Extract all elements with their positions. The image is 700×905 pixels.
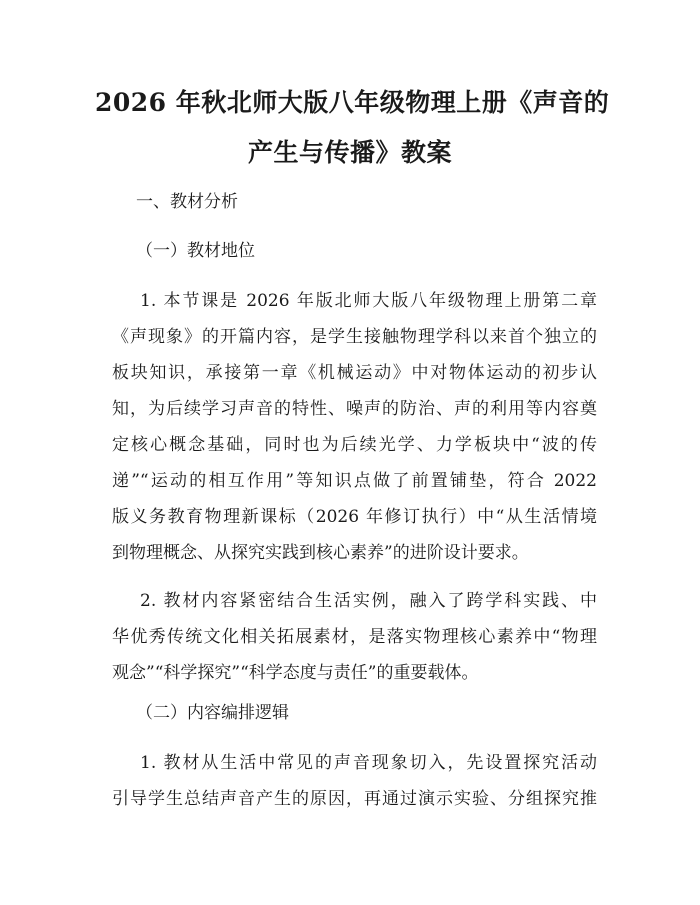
- paragraph-line: 1. 教材从生活中常见的声音现象切入，先设置探究活动: [140, 753, 597, 773]
- subsection-heading-logic: （二）内容编排逻辑: [136, 703, 289, 723]
- paragraph-line: 引导学生总结声音产生的原因，再通过演示实验、分组探究推: [112, 789, 597, 809]
- section-heading: 一、教材分析: [136, 192, 238, 212]
- paragraph-logic-1: [112, 745, 597, 817]
- paragraph-line: 华优秀传统文化相关拓展素材，是落实物理核心素养中“物理: [112, 627, 597, 647]
- paragraph-line: 知，为后续学习声音的特性、噪声的防治、声的利用等内容奠: [112, 399, 597, 419]
- paragraph-line: 1. 本节课是 2026 年版北师大版八年级物理上册第二章: [140, 291, 597, 311]
- paragraph-line: 到物理概念、从探究实践到核心素养”的进阶设计要求。: [112, 543, 529, 563]
- paragraph-position-1: [112, 283, 597, 571]
- paragraph-line: 版义务教育物理新课标（2026 年修订执行）中“从生活情境: [112, 507, 597, 527]
- paragraph-line: 递”“运动的相互作用”等知识点做了前置铺垫，符合 2022: [112, 471, 597, 491]
- paragraph-line: 板块知识，承接第一章《机械运动》中对物体运动的初步认: [112, 363, 597, 383]
- paragraph-position-2: [112, 583, 597, 691]
- paragraph-line: 《声现象》的开篇内容，是学生接触物理学科以来首个独立的: [112, 327, 597, 347]
- title-line-1: 2026 年秋北师大版八年级物理上册《声音的: [95, 88, 610, 117]
- paragraph-line: 观念”“科学探究”“科学态度与责任”的重要载体。: [112, 663, 479, 683]
- document-title: [95, 78, 610, 178]
- title-line-2: 产生与传播》教案: [247, 138, 452, 167]
- subsection-heading-position: （一）教材地位: [136, 241, 255, 261]
- paragraph-line: 2. 教材内容紧密结合生活实例，融入了跨学科实践、中: [140, 591, 597, 611]
- paragraph-line: 定核心概念基础，同时也为后续光学、力学板块中“波的传: [112, 435, 597, 455]
